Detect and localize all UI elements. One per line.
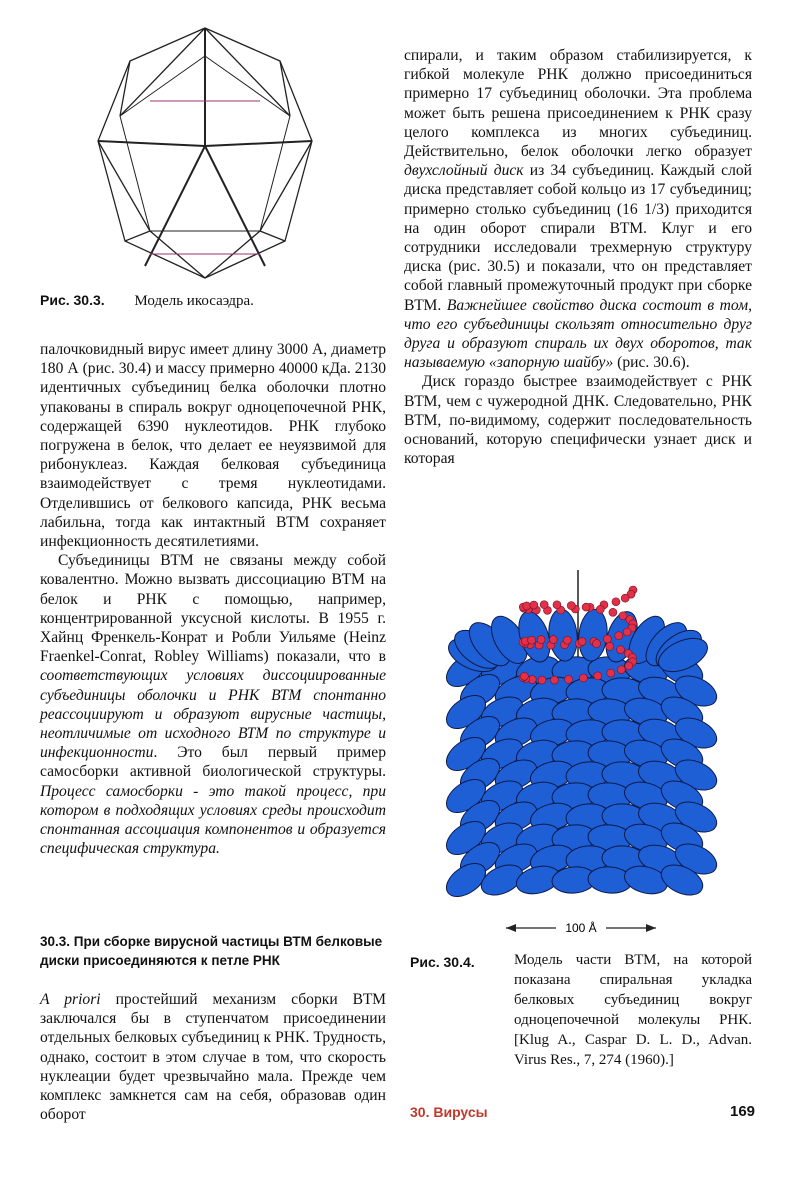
figure-30-3-label: Рис. 30.3. [40,292,105,308]
section-body [40,990,386,1124]
rna-bead [617,666,625,674]
rna-bead [615,632,623,640]
p2-text-b: соответствующих условиях диссоциированные субъединицы оболочки и РНК ВТМ спонтанно реассоциируют и образуют вирусные частицы, неотличимые от исходного ВТМ по структуре и инфекционности [40,667,386,762]
rna-bead [603,635,611,643]
rna-bead [549,636,557,644]
left-paragraph-2 [40,551,386,858]
p3-text-b: простейший механизм сборки ВТМ заключался бы в ступенчатом присоединении отдельных белковых субъединиц к РНК. Трудность, однако, состоит в этом случае в том, что скорость нуклеации будет чрезвычайно мала. Прежде чем комплекс замкнется сам на себя, образовав один оборот [40,991,387,1124]
rna-bead [623,628,631,636]
rna-bead [607,669,615,677]
right-paragraph-2: Диск гораздо быстрее взаимодействует с РНК ВТМ, чем с чужеродной ДНК. Следовательно, РНК ВТМ, по-видимому, содержит последовательность оснований, которую специфически узнает диск и которая [404,373,752,468]
rna-bead [537,636,545,644]
p3-text-a: A priori [40,991,101,1008]
section-heading: 30.3. При сборке вирусной частицы ВТМ белковые диски присоединяются к петле РНК [40,934,383,968]
p2-text-d: Процесс самосборки - это такой процесс, при котором в подходящих условиях среды происходит спонтанная ассоциация компонентов и образуется специфическая структура. [40,782,386,858]
rna-bead [625,662,633,670]
protein-subunit [576,608,609,663]
rna-bead [538,676,546,684]
footer-chapter: 30. Вирусы [410,1104,488,1120]
rna-bead [528,636,536,644]
protein-subunit [546,608,579,663]
rna-bead [565,675,573,683]
rna-bead [617,646,625,654]
rna-bead [563,636,571,644]
rna-bead [550,676,558,684]
figure-30-3-text: Модель икосаэдра. [134,293,254,309]
page-number: 169 [730,1103,756,1120]
r1-text-b: двухслойный диск [404,162,524,180]
r1-text-e: (рис. 30.6). [613,354,690,372]
rna-bead [523,602,531,610]
rna-bead [593,640,601,648]
r1-text-a: спирали, и таким образом стабилизируется, к гибкой молекуле РНК должно присоединиться примерно 17 субъединиц оболочки. Эта проблема может быть решена присоединением к РНК сразу целого комплекса из многих субъединиц. Действительно, белок оболочки легко образует [404,47,752,161]
rna-bead [530,601,538,609]
right-paragraph-1 [404,46,752,372]
rna-bead [609,608,617,616]
r1-text-d: Важнейшее свойство диска состоит в том, что его субъединицы скользят относительно друг друга и образуют спираль их двух оборотов, так называемую «запорную шайбу» [404,296,752,372]
right-column [404,46,752,468]
rna-bead [553,601,561,609]
figure-30-3-caption [40,291,254,311]
rna-bead [621,594,629,602]
left-paragraph-1: палочковидный вирус имеет длину 3000 А, диаметр 180 А (рис. 30.4) и массу примерно 40000 кДа. 2130 идентичных субъединиц белка оболочки плотно упакованы в спираль вокруг одноцепочечной РНК, содержащей 6390 нуклеотидов. РНК глубоко погружена в белок, что делает ее неуязвимой для рибонуклеаз. Каждая белковая субъединица взаимодействует с тремя нуклеотидами. Отделившись от белкового капсида, РНК весьма лабильна, тогда как интактный ВТМ сохраняет инфекционность десятилетиями. [40,341,386,551]
tmv-model-figure [436,560,736,940]
left-column [40,340,386,858]
rna-bead [606,642,614,650]
figure-30-4-caption: Модель части ВТМ, на которой показана спиральная укладка белковых субъединиц вокруг одноцепочечной молекулы РНК. [Klug A., Caspar D. L. D., Advan. Virus Res., 7, 274 (1960).] [514,952,752,1068]
rna-bead [567,602,575,610]
scale-bar [506,920,656,935]
rna-bead [578,638,586,646]
p2-text-a: Субъединицы ВТМ не связаны между собой ковалентно. Можно вызвать диссоциацию ВТМ на белок и РНК с помощью, например, концентрированной уксусной кислоты. В 1955 г. Хайнц Френкель-Конрат и Робли Уильяме (Heinz Fraenkel-Conrat, Robley Williams) показали, что в [40,552,386,666]
left-paragraph-3 [40,990,386,1124]
rna-bead [582,603,590,611]
protein-subunits [441,608,722,904]
rna-bead [520,672,528,680]
icosahedron-figure [90,16,320,296]
rna-bead [579,674,587,682]
r1-text-c: из 34 субъединиц. Каждый слой диска представляет собой кольцо из 17 субъединиц; примерно столько субъединиц (16 1/3) приходится на один оборот спирали ВТМ. Клуг и его сотрудники исследовали трехмерную структуру диска (рис. 30.5) и показали, что он представляет собой главный промежуточный продукт при сборке ВТМ. [404,162,752,314]
figure-30-4-label: Рис. 30.4. [410,954,475,970]
rna-bead [540,601,548,609]
rna-bead [612,598,620,606]
rna-bead [594,672,602,680]
rna-bead [596,605,604,613]
scale-label: 100 Å [565,921,597,935]
p2-text-c: . Это был первый пример самосборки активной биологической структуры. [40,744,386,781]
